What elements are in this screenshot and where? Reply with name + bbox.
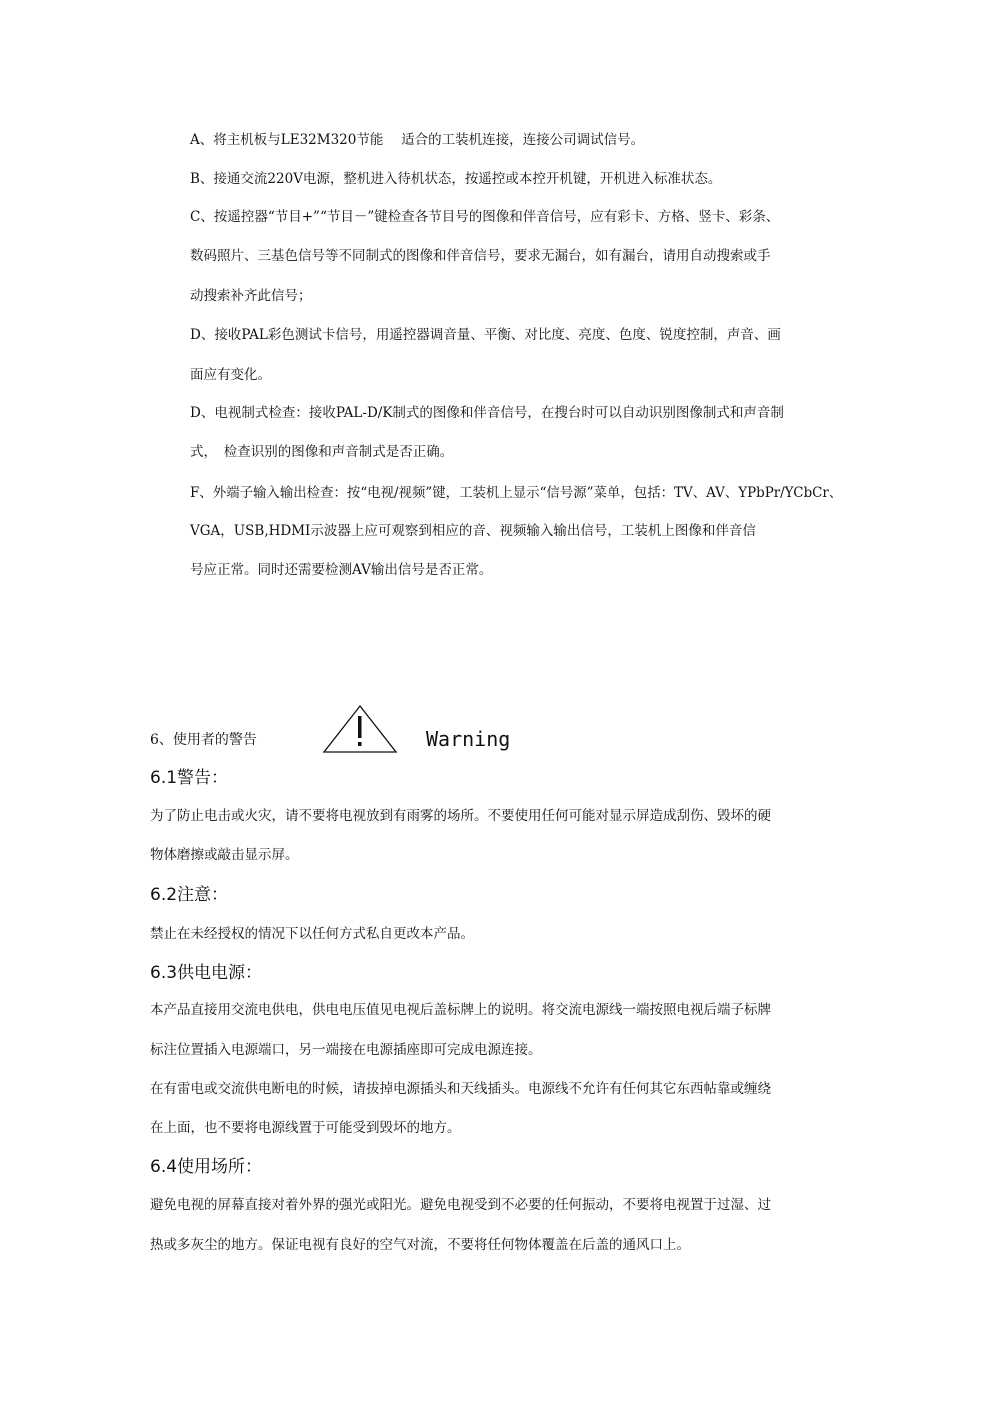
section-6-3-title: 6.3供电电源： xyxy=(150,963,263,983)
check-c-line-2: 数码照片、三基色信号等不同制式的图像和伴音信号，要求无漏台，如有漏台，请用自动搜索或手 xyxy=(190,248,771,264)
section-6-4-title: 6.4使用场所： xyxy=(150,1157,263,1177)
check-f-line-3: 号应正常。同时还需要检测AV输出信号是否正常。 xyxy=(190,562,493,578)
check-f-line-2: VGA，USB,HDMI示波器上应可观察到相应的音、视频输入输出信号，工装机上图像和伴音信 xyxy=(190,523,756,539)
section-6-4-line-1: 避免电视的屏幕直接对着外界的强光或阳光。避免电视受到不必要的任何振动，不要将电视置于过湿、过 xyxy=(150,1197,771,1213)
check-f-line-1: F、外端子输入输出检查：按“电视/视频”键，工装机上显示“信号源”菜单，包括：TV、AV、YPbPr/YCbCr、 xyxy=(190,485,843,501)
section-6-4-line-2: 热或多灰尘的地方。保证电视有良好的空气对流，不要将任何物体覆盖在后盖的通风口上。 xyxy=(150,1237,690,1253)
section-6-3-line-2: 标注位置插入电源端口，另一端接在电源插座即可完成电源连接。 xyxy=(150,1042,542,1058)
warning-triangle-icon xyxy=(320,704,400,754)
check-a-line: A、将主机板与LE32M320节能 适合的工装机连接，连接公司调试信号。 xyxy=(190,132,645,148)
section-6-1-line-1: 为了防止电击或火灾，请不要将电视放到有雨雾的场所。不要使用任何可能对显示屏造成刮伤、毁坏的硬 xyxy=(150,808,771,824)
section-6-3-line-1: 本产品直接用交流电供电，供电电压值见电视后盖标牌上的说明。将交流电源线一端按照电视后端子标牌 xyxy=(150,1002,771,1018)
check-d2-line-2: 式， 检查识别的图像和声音制式是否正确。 xyxy=(190,444,454,460)
warning-word: Warning xyxy=(426,727,511,751)
section-6-2-line-1: 禁止在未经授权的情况下以任何方式私自更改本产品。 xyxy=(150,926,474,942)
section-6-3-line-3: 在有雷电或交流供电断电的时候，请拔掉电源插头和天线插头。电源线不允许有任何其它东西帖靠或缠绕 xyxy=(150,1081,771,1097)
section-6-1-line-2: 物体磨擦或敲击显示屏。 xyxy=(150,847,299,863)
check-c-line-1: C、按遥控器“节目+”“节目－”键检查各节目号的图像和伴音信号，应有彩卡、方格、竖卡、彩条、 xyxy=(190,209,780,225)
warning-section-heading: 6、使用者的警告 xyxy=(150,732,257,748)
section-6-1-title: 6.1警告： xyxy=(150,768,229,788)
check-d1-line-1: D、接收PAL彩色测试卡信号，用遥控器调音量、平衡、对比度、亮度、色度、锐度控制，声音、画 xyxy=(190,327,781,343)
check-b-line: B、接通交流220V电源，整机进入待机状态，按遥控或本控开机键，开机进入标准状态。 xyxy=(190,171,722,187)
section-6-3-line-4: 在上面，也不要将电源线置于可能受到毁坏的地方。 xyxy=(150,1120,461,1136)
check-d2-line-1: D、电视制式检查：接收PAL-D/K制式的图像和伴音信号，在搜台时可以自动识别图像制式和声音制 xyxy=(190,405,784,421)
check-c-line-3: 动搜索补齐此信号； xyxy=(190,288,312,304)
check-d1-line-2: 面应有变化。 xyxy=(190,367,271,383)
section-6-2-title: 6.2注意： xyxy=(150,885,229,905)
